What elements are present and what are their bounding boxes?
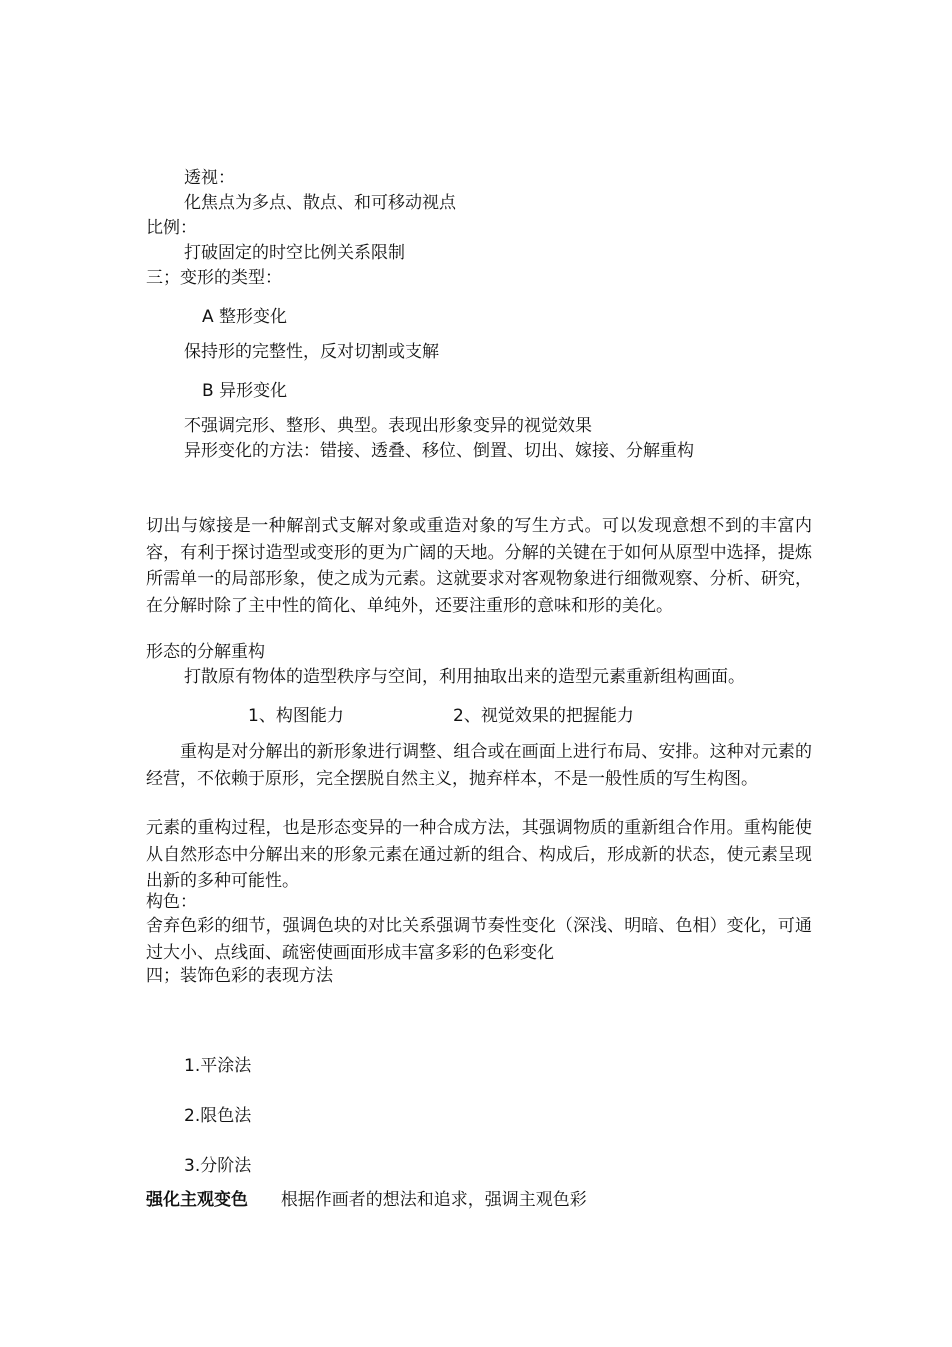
method-1-num: 1. — [184, 1056, 201, 1076]
ability-1 — [248, 704, 344, 729]
ability-2-num: 2 — [453, 706, 464, 726]
type-a-heading — [202, 305, 287, 330]
method-2 — [184, 1104, 251, 1129]
ability-1-num: 1 — [248, 706, 259, 726]
method-1-text: 平涂法 — [200, 1056, 252, 1076]
method-3-num: 3. — [184, 1156, 201, 1176]
element-paragraph: 元素的重构过程，也是形态变异的一种合成方法，其强调物质的重新组合作用。重构能使从自然形态中分解出来的形象元素在通过新的组合、构成后，形成新的状态，使元素呈现出新的多种可能性。 — [146, 818, 812, 891]
type-b-heading — [202, 379, 287, 404]
method-2-num: 2. — [184, 1106, 201, 1126]
ability-2-text: 、视觉效果的把握能力 — [463, 706, 634, 726]
type-b-text: 不强调完形、整形、典型。表现出形象变异的视觉效果 — [184, 416, 592, 436]
color-paragraph: 舍弃色彩的细节，强调色块的对比关系强调节奏性变化（深浅、明暗、色相）变化，可通过大小、点线面、疏密使画面形成丰富多彩的色彩变化 — [146, 916, 812, 963]
type-b-title: 异形变化 — [219, 381, 288, 401]
proportion-text: 打破固定的时空比例关系限制 — [184, 243, 405, 263]
subjective-color-heading: 强化主观变色 — [146, 1190, 248, 1210]
section4-heading: 四；装饰色彩的表现方法 — [146, 966, 333, 986]
type-b-methods: 异形变化的方法：错接、透叠、移位、倒置、切出、嫁接、分解重构 — [184, 441, 694, 461]
cut-graft-paragraph: 切出与嫁接是一种解剖式支解对象或重造对象的写生方式。可以发现意想不到的丰富内容，有利于探讨造型或变形的更为广阔的天地。分解的关键在于如何从原型中选择，提炼所需单一的局部形象，使之成为元素。这就要求对客观物象进行细微观察、分析、研究，在分解时除了主中性的简化、单纯外，还要注重形的意味和形的美化。 — [146, 516, 812, 616]
perspective-text: 化焦点为多点、散点、和可移动视点 — [184, 193, 456, 213]
decompose-text: 打散原有物体的造型秩序与空间，利用抽取出来的造型元素重新组构画面。 — [184, 667, 745, 687]
subjective-color-text: 根据作画者的想法和追求，强调主观色彩 — [280, 1190, 587, 1210]
method-2-text: 限色法 — [200, 1106, 252, 1126]
method-1 — [184, 1054, 251, 1079]
color-heading: 构色： — [146, 892, 197, 912]
subjective-color-line — [146, 1188, 587, 1213]
restructure-paragraph: 重构是对分解出的新形象进行调整、组合或在画面上进行布局、安排。这种对元素的经营，不依赖于原形，完全摆脱自然主义，抛弃样本，不是一般性质的写生构图。 — [146, 742, 812, 789]
method-3 — [184, 1154, 251, 1179]
perspective-heading: 透视： — [184, 168, 235, 188]
type-a-title: 整形变化 — [219, 307, 288, 327]
type-a-letter: A — [202, 307, 214, 327]
section3-heading: 三；变形的类型： — [146, 268, 282, 288]
ability-2 — [453, 704, 634, 729]
decompose-heading: 形态的分解重构 — [146, 642, 265, 662]
proportion-heading: 比例： — [146, 218, 197, 238]
type-b-letter: B — [202, 381, 214, 401]
type-a-text: 保持形的完整性，反对切割或支解 — [184, 342, 439, 362]
ability-1-text: 、构图能力 — [258, 706, 344, 726]
method-3-text: 分阶法 — [200, 1156, 252, 1176]
